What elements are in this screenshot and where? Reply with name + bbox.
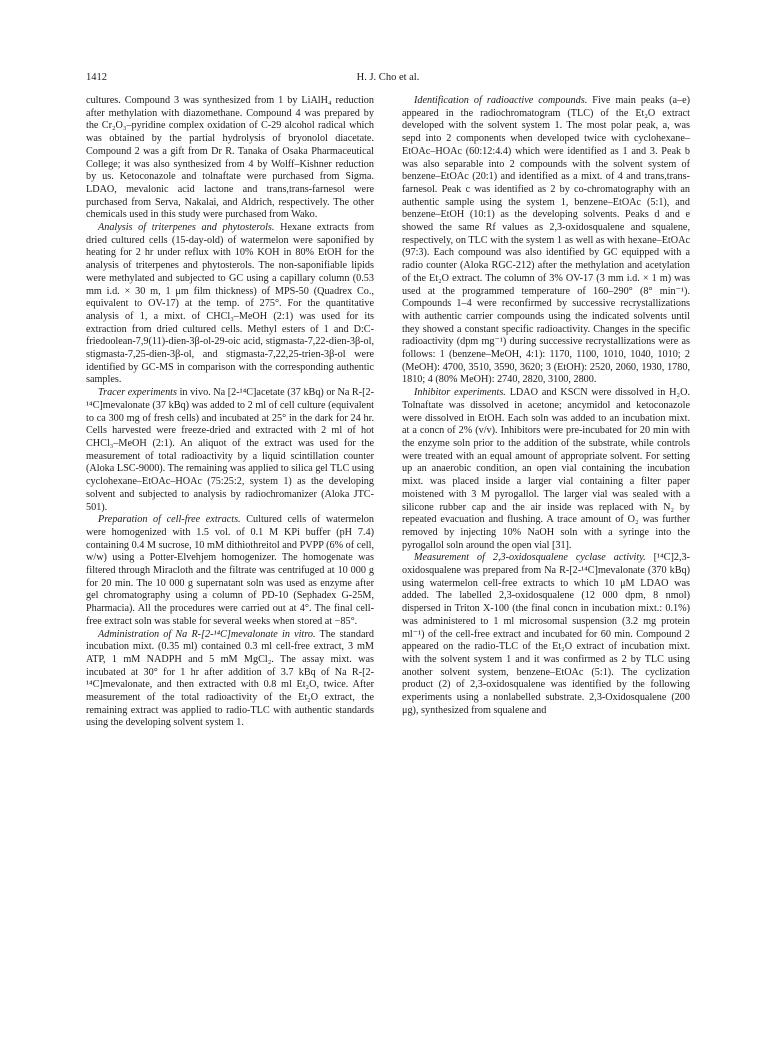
- section-lead: Inhibitor experiments.: [414, 387, 506, 399]
- section-lead: Identification of radioactive compounds.: [414, 95, 588, 106]
- page-header: [86, 72, 690, 88]
- paragraph: Inhibitor experiments. LDAO and KSCN were dissolved in H₂O. Tolnaftate was dissolved in acetone; ancymidol and ketoconazole were dissolved in EtOH. Each soln was added to an incubation mixt. at a concn of 2% (v/v). Inhibitors were pre-incubated for 20 min with the enzyme soln prior to the addition of the substrate, while controls were treated with an equal amount of appropriate solvent. For setting up an anaerobic condition, an open vial containing the incubation mixt. was placed inside a larger vial containing a filter paper moistened with 3 M pyrogallol. The larger vial was sealed with a silicone rubber cap and the air inside was replaced with N₂ by repeated evacuation and flushing. A trace amount of O₂ was further removed by injecting 10% NaOH soln with a syringe into the pyrogallol soln around the open vial [31].: [402, 387, 690, 551]
- right-column: [402, 95, 690, 730]
- section-lead: Tracer experiments: [98, 387, 177, 399]
- running-head: H. J. Cho et al.: [356, 72, 420, 83]
- paragraph: Administration of Na R-[2-¹⁴C]mevalonate in vitro. The standard incubation mixt. (0.35 ml) contained 0.3 ml cell-free extract, 3 mM ATP, 1 mM NADPH and 5 mM MgCl₂. The assay mixt. was incubated at 30° for 1 hr after addition of 3.7 kBq of Na R-[2-¹⁴C]mevalonate, and then extracted with 0.8 ml Et₂O, twice. After measurement of the total radioactivity of the Et₂O extract, the remaining extract was applied to radio-TLC with authentic standards using the developing solvent system 1.: [86, 628, 375, 729]
- section-lead: Preparation of cell-free extracts.: [98, 514, 241, 526]
- paragraph: Analysis of triterpenes and phytosterols. Hexane extracts from dried cultured cells (15-day-old) of watermelon were saponified by heating for 2 hr under reflux with 10% KOH in 80% EtOH for the analysis of triterpenes and phytosterols. The non-saponifiable lipids were methylated and subjected to GC using a capillary column (0.53 mm i.d. × 30 m, 1 μm film thickness) of MPS-50 (Quadrex Co., equivalent to OV-17) at the temp. of 275°. For the quantitative analysis of 1, a mixt. of CHCl₃–MeOH (2:1) was used for its extraction from dried cultured cells. Methyl esters of 1 and D:C-friedoolean-7,9(11)-dien-3β-ol-29-oic acid, stigmasta-7,22-dien-3β-ol, stigmasta-7,25-dien-3β-ol, and stigmasta-7,22,25-trien-3β-ol were identified by GC-MS in comparison with the corresponding authentic samples.: [86, 222, 374, 386]
- body-columns: [86, 95, 690, 730]
- left-column: [86, 95, 374, 730]
- section-lead: Measurement of 2,3-oxidosqualene cyclase activity.: [414, 552, 646, 564]
- section-lead: Administration of Na R-[2-¹⁴C]mevalonate in vitro.: [98, 628, 316, 640]
- paragraph: cultures. Compound 3 was synthesized from 1 by LiAlH₄ reduction after methylation with diazomethane. Compound 4 was prepared by the Cr₂O₃–pyridine complex oxidation of C-29 alcohol radical which was obtained by the partial hydrolysis of bryonolol diacetate. Compound 2 was a gift from Dr R. Tanaka of Osaka Pharmaceutical College; it was also synthesized from 4 by Wolff–Kishner reduction by us. Ketoconazole and tolnaftate were purchased from Sigma. LDAO, mevalonic acid lactone and trans,trans-farnesol were purchased from Serva, Nakalai, and Aldrich, respectively. The other chemicals used in this study were purchased from Wako.: [86, 95, 374, 221]
- paragraph: Tracer experiments in vivo. Na [2-¹⁴C]acetate (37 kBq) or Na R-[2-¹⁴C]mevalonate (37 kBq) was added to 2 ml of cell culture (equivalent to ca 300 mg of fresh cells) and incubated at 25° in the dark for 24 hr. Cells harvested were freeze-dried and extracted with 2 ml of hot CHCl₃–MeOH (2:1). An aliquot of the extract was used for the measurement of total radioactivity by a liquid scintillation counter (Aloka LSC-9000). The remaining was applied to silica gel TLC using cyclohexane–EtOAc–HOAc (75:25:2, system 1) as the developing solvent and subjected to analysis by radiochromanizer (Aloka JTC-501).: [86, 387, 374, 513]
- paragraph: Measurement of 2,3-oxidosqualene cyclase activity. [¹⁴C]2,3-oxidosqualene was prepared from Na R-[2-¹⁴C]mevalonate (370 kBq) using watermelon cell-free extracts to which 10 μM LDAO was added. The labelled 2,3-oxidosqualene (12 000 dpm, 8 nmol) dispersed in Triton X-100 (the final concn in incubation mixt.: 0.1%) was administered to 1 ml microsomal suspension (3.2 mg protein ml⁻¹) of the cell-free extract and incubated for 60 min. Compound 2 appeared on the radio-TLC of the Et₂O extract of incubation mixt. with the solvent system 1 and it was confirmed as 2 by TLC using another solvent system, benzene–EtOAc (5:1). The cyclization product (2) of 2,3-oxidosqualene was identified by the following experiments using a nonlabelled substrate. 2,3-Oxidosqualene (200 μg), synthesized from squalene and: [402, 552, 690, 716]
- paragraph: Preparation of cell-free extracts. Cultured cells of watermelon were homogenized with 1.5 vol. of 0.1 M KPi buffer (pH 7.4) containing 0.4 M sucrose, 10 mM dithiothreitol and PVPP (6% of cell, w/w) using a Potter-Elvehjem homogenizer. The homogenate was filtered through Miracloth and the filtrate was centrifuged at 10 000 g for 20 min. The 10 000 g supernatant soln was used as enzyme after gel chromatography using a column of PD-10 (Sephadex G-25M, Pharmacia). All the procedures were carried out at 4°. The final cell-free extract soln was stable for several weeks when stored at −85°.: [86, 514, 374, 627]
- section-lead: Analysis of triterpenes and phytosterols.: [98, 222, 275, 234]
- page-number: 1412: [86, 72, 107, 83]
- paragraph: Identification of radioactive compounds. Five main peaks (a–e) appeared in the radiochromatogram (TLC) of the Et₂O extract developed with the solvent system 1. The most polar peak, a, was sepd into 2 components when developed twice with cyclohexane–EtOAc–HOAc (60:12:4.4) which were identified as 1 and 3. Peak b was also separable into 2 compounds with the solvent system of benzene–EtOAc (20:1) and identified as a mixt. of 4 and trans,trans-farnesol. Peak c was identified as 2 by co-chromatography with an authentic sample using the system 1, benzene–EtOAc (5:1), and benzene–EtOH (10:1) as the developing solvents. Peaks d and e showed the same Rf values as 2,3-oxidosqualene and squalene, respectively, on TLC with the system 1 as well as with hexane–EtOAc (97:3). Each compound was also identified by GC equipped with a radio counter (Aloka RGC-212) after the methylation and acetylation of the Et₂O extract. The column of 3% OV-17 (3 mm i.d. × 1 m) was used at the programmed temperature of 160–290° (8° min⁻¹). Compounds 1–4 were reconfirmed by successive recrystallizations with authentic carrier compounds using the indicated solvents until they showed a constant specific radioactivity. Changes in the specific radioactivity (dpm mg⁻¹) during successive recrystallizations were as follows: 1 (benzene–MeOH, 4:1): 1170, 1100, 1010, 1040, 1010; 2 (MeOH): 4700, 3510, 3590, 3620; 3 (EtOH): 2520, 2060, 1930, 1780, 1810; 4 (80% MeOH): 2740, 2820, 3100, 2800.: [402, 95, 690, 386]
